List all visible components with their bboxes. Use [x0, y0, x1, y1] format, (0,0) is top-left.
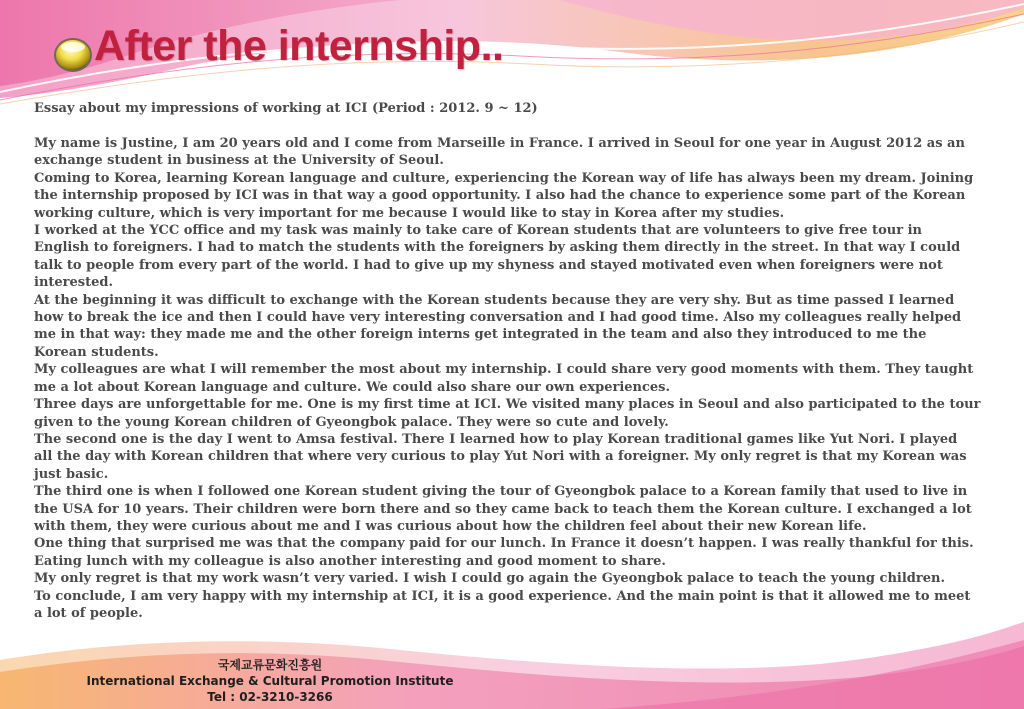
essay-line: At the beginning it was difficult to exchange with the Korean students because they are very shy. But as time passed I learned [34, 292, 955, 308]
essay-line: To conclude, I am very happy with my internship at ICI, it is a good experience. And the main point is that it allowed me to meet [34, 588, 971, 604]
essay-line: My name is Justine, I am 20 years old and I come from Marseille in France. I arrived in Seoul for one year in August 2012 as an [34, 136, 965, 151]
essay-line: Eating lunch with my colleague is also another interesting and good moment to share. [34, 553, 666, 569]
essay-line: My colleagues are what I will remember the most about my internship. I could share very good moments with them. They taught [34, 362, 974, 378]
essay-line: One thing that surprised me was that the company paid for our lunch. In France it doesn’t happen. I was really thankful for this. [34, 536, 974, 552]
essay-line: working culture, which is very important for me because I would like to stay in Korea after my studies. [34, 205, 785, 221]
essay-line: me a lot about Korean language and culture. We could also share our own experiences. [34, 379, 671, 395]
footer-korean-name: 국제교류문화진흥원 [217, 658, 323, 672]
essay-heading: Essay about my impressions of working at ICI (Period : 2012. 9 ~ 12) [34, 101, 538, 116]
essay-line: a lot of people. [34, 605, 143, 621]
essay-line: all the day with Korean children that where very curious to play Yut Nori with a foreigner. My only regret is that my Korean was [34, 449, 967, 465]
essay-line: interested. [34, 275, 113, 291]
page-title: After the internship.. [94, 22, 504, 70]
essay-line: The second one is the day I went to Amsa festival. There I learned how to play Korean traditional games like Yut Nori. I played [34, 431, 958, 447]
essay-line: English to foreigners. I had to match the students with the foreigners by asking them directly in the street. In that way I could [34, 240, 961, 256]
essay-line: given to the young Korean children of Gyeongbok palace. They were so cute and lovely. [34, 414, 669, 430]
essay-line: talk to people from every part of the world. I had to give up my shyness and stayed motivated even when foreigners were not [34, 257, 943, 273]
essay-line: with them, they were curious about me and I was curious about how the children feel about their new Korean life. [34, 518, 867, 534]
footer-institute-info [60, 657, 480, 705]
footer-english-name: International Exchange & Cultural Promotion Institute [86, 674, 454, 688]
essay-line: Three days are unforgettable for me. One is my first time at ICI. We visited many places in Seoul and also participated to the tour [34, 397, 981, 413]
essay-line: The third one is when I followed one Korean student giving the tour of Gyeongbok palace to a Korean family that used to live in [34, 484, 968, 500]
footer-telephone: Tel : 02-3210-3266 [207, 690, 333, 704]
essay-line: Korean students. [34, 344, 159, 360]
essay-line: the USA for 10 years. Their children were born there and so they came back to teach them the Korean culture. I exchanged a lot [34, 501, 972, 517]
essay-line: I worked at the YCC office and my task was mainly to take care of Korean students that are volunteers to give free tour in [34, 223, 922, 239]
essay-line: how to break the ice and then I could have very interesting conversation and I had good time. Also my colleagues really helped [34, 310, 962, 326]
essay-line: exchange student in business at the University of Seoul. [34, 153, 444, 169]
glossy-yellow-orb-icon [53, 36, 93, 72]
essay-line: Coming to Korea, learning Korean language and culture, experiencing the Korean way of life has always been my dream. Joining [34, 170, 974, 186]
essay-line: My only regret is that my work wasn’t very varied. I wish I could go again the Gyeongbok palace to teach the young children. [34, 571, 945, 587]
essay-body [34, 135, 994, 622]
essay-line: just basic. [34, 466, 109, 482]
essay-line: the internship proposed by ICI was in that way a good opportunity. I also had the chance to experience some part of the Korean [34, 188, 966, 204]
essay-line: me in that way: they made me and the other foreign interns get integrated in the team and also they introduced to me the [34, 327, 927, 343]
